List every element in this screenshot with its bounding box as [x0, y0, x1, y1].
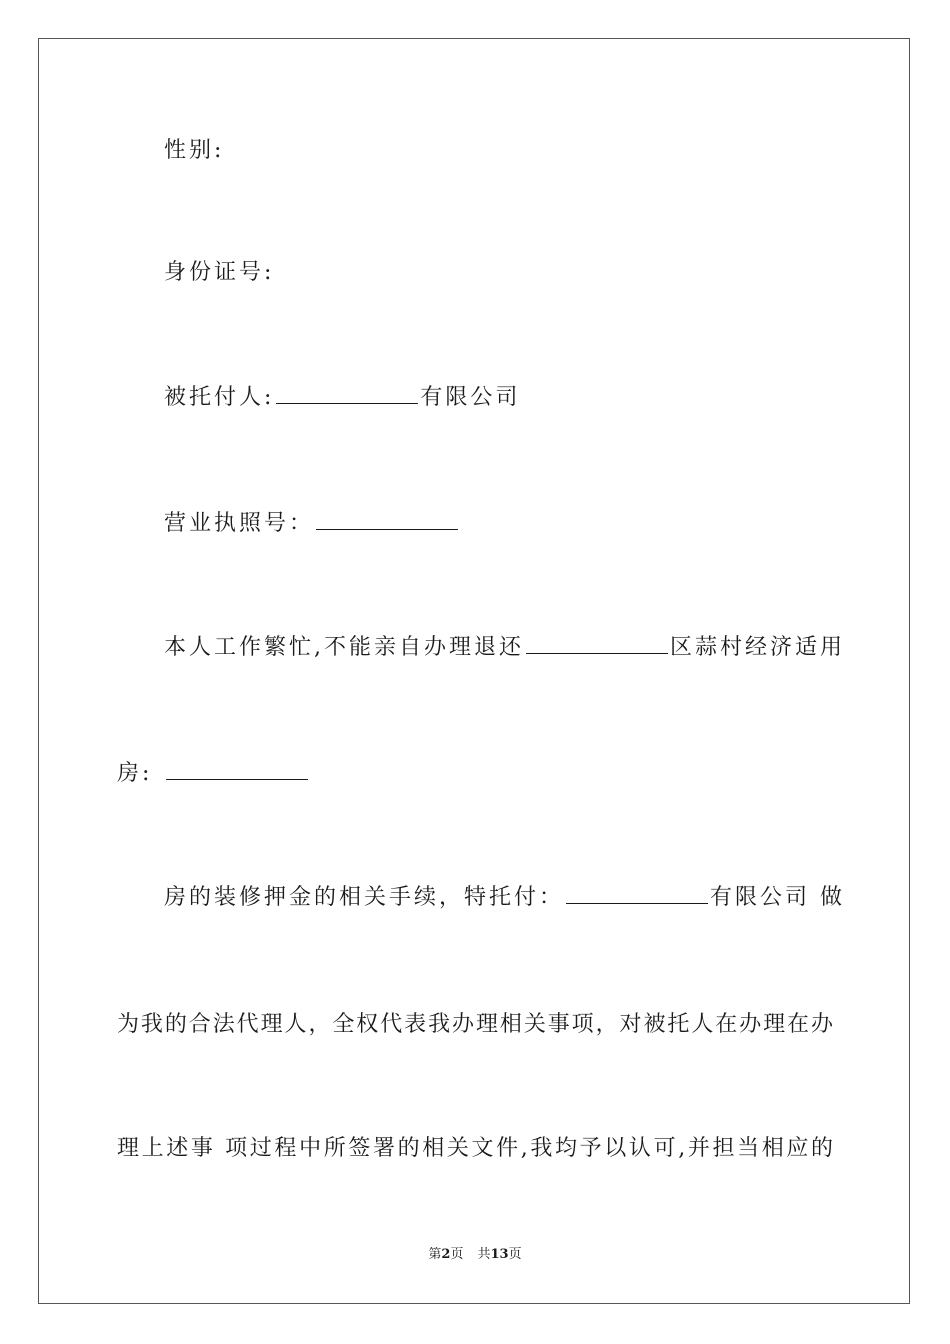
page-prefix: 第 — [428, 1247, 442, 1262]
house-blank — [166, 759, 308, 780]
total-prefix: 共 — [477, 1247, 491, 1262]
para2-suffix: 有限公司 做 — [710, 885, 846, 910]
para3-text: 为我的合法代理人，全权代表我办理相关事项，对被托人在办理在办 — [117, 1012, 833, 1037]
para4-text: 理上述事 项过程中所签署的相关文件,我均予以认可,并担当相应的 — [117, 1136, 833, 1161]
paragraph-line-2 — [164, 883, 845, 913]
current-page-number: 2 — [441, 1247, 451, 1262]
gender-line — [164, 136, 224, 166]
para2-prefix: 房的装修押金的相关手续，特托付： — [164, 885, 565, 910]
district-blank — [526, 633, 668, 654]
license-blank — [316, 509, 458, 530]
total-suffix: 页 — [508, 1247, 522, 1262]
page-footer — [0, 1246, 950, 1264]
para1-prefix: 本人工作繁忙,不能亲自办理退还 — [164, 635, 524, 660]
trustee-line — [164, 383, 520, 413]
paragraph-line-3 — [117, 1010, 833, 1040]
trustee-label: 被托付人: — [164, 385, 275, 410]
gender-label: 性别: — [164, 138, 225, 163]
id-number-label: 身份证号: — [164, 260, 275, 285]
trustee-blank — [276, 383, 418, 404]
paragraph-line-4 — [117, 1134, 833, 1164]
total-pages-number: 13 — [490, 1247, 509, 1262]
license-line — [164, 509, 460, 539]
page-suffix: 页 — [450, 1247, 464, 1262]
para1-suffix: 区蒜村经济适用 — [670, 635, 846, 660]
id-number-line — [164, 258, 274, 288]
trustee-suffix: 有限公司 — [420, 385, 521, 410]
page-border — [38, 38, 910, 1304]
paragraph-line-1 — [164, 633, 845, 663]
house-line — [117, 759, 310, 789]
house-label: 房: — [117, 761, 153, 786]
agent-company-blank — [566, 883, 708, 904]
license-label: 营业执照号： — [164, 511, 315, 536]
